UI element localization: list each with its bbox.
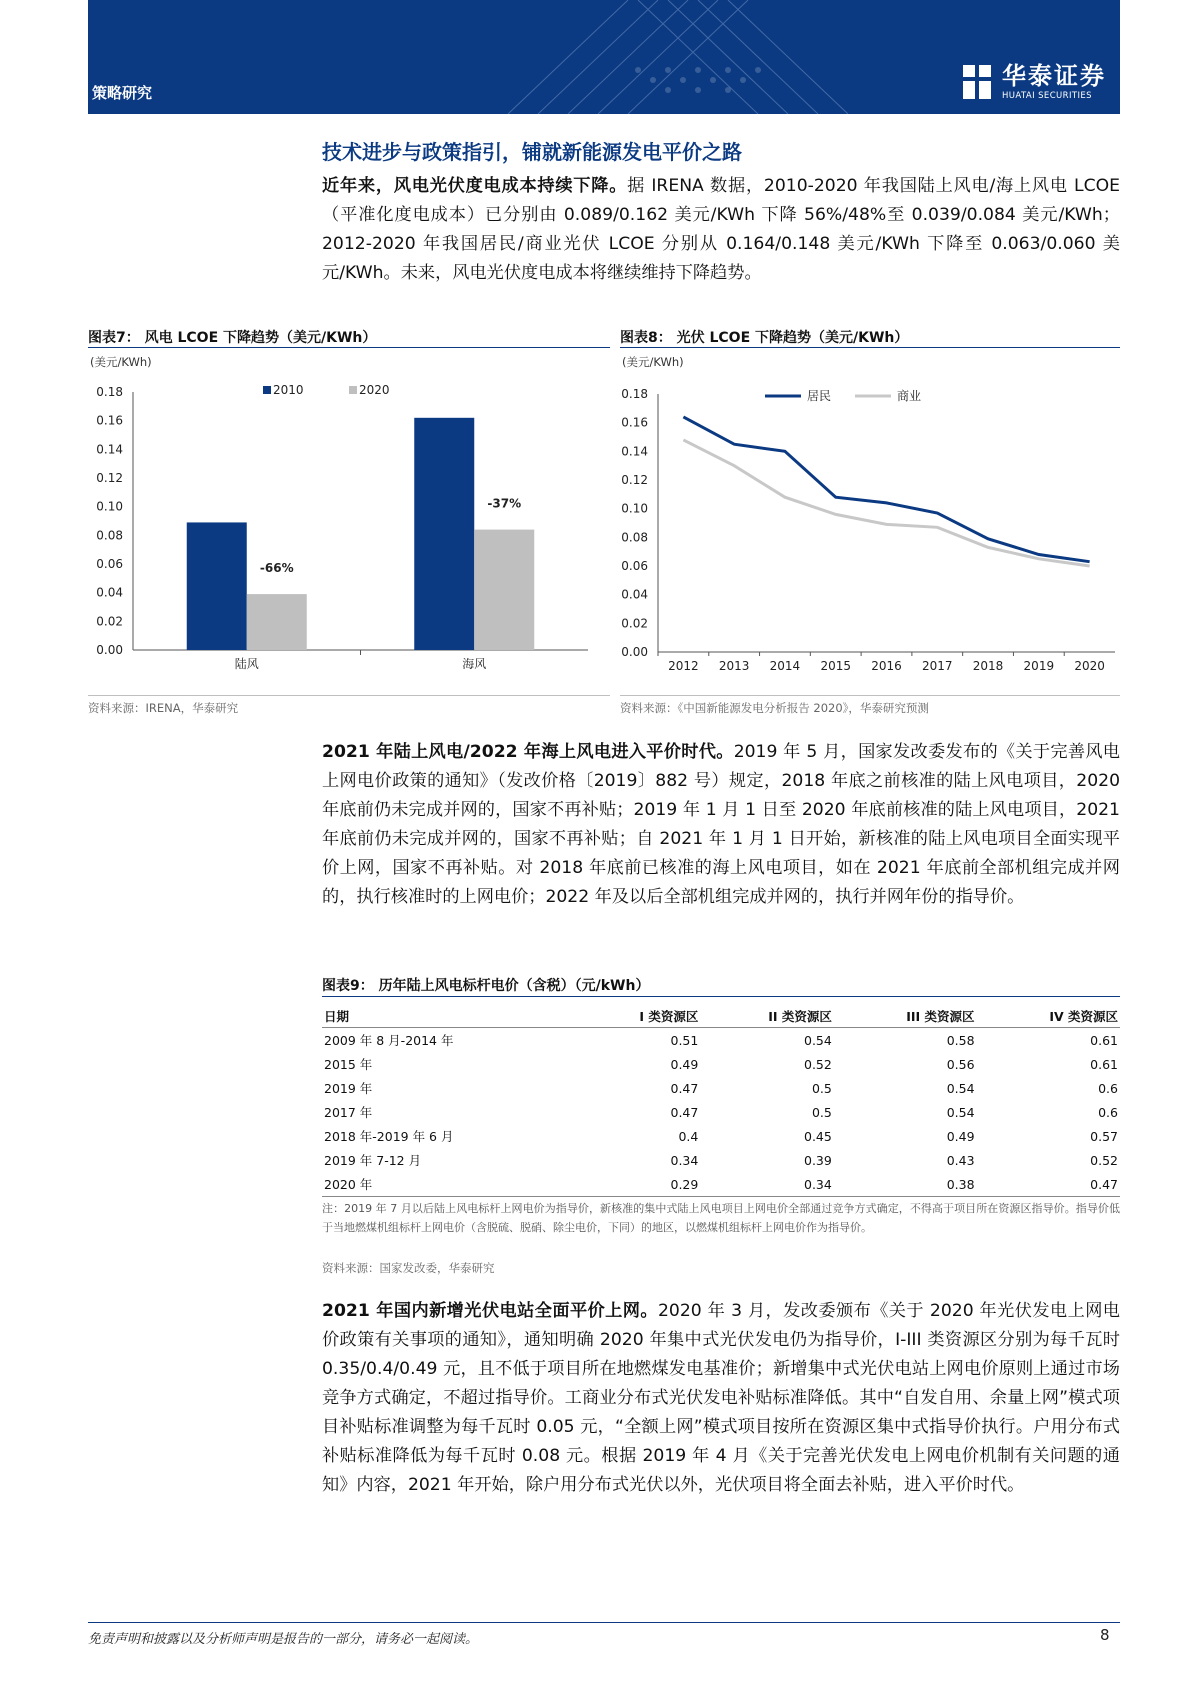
table-row bbox=[322, 1124, 1120, 1148]
col-class-3: III 类资源区 bbox=[834, 1005, 977, 1028]
fig7-ytick-label: 0.06 bbox=[96, 557, 123, 571]
fig7-bar-2010-海风 bbox=[414, 418, 474, 650]
fig8-xtick-label: 2019 bbox=[1023, 659, 1055, 673]
paragraph-1-body: 据 IRENA 数据，2010-2020 年我国陆上风电/海上风电 LCOE（平准化度电成本）已分别由 0.089/0.162 美元/KWh 下降 56%/48%至 0.039/0.084 美元/KWh；2012-2020 年我国居民/商业光伏 LCOE 分别从 0.164/0.148 美元/KWh 下降至 0.063/0.060 美元/KWh。未来，风电光伏度电成本将继续维持下降趋势。 bbox=[322, 176, 1120, 283]
cell: 0.43 bbox=[946, 1152, 975, 1168]
fig8-xtick-label: 2015 bbox=[820, 659, 851, 673]
cell: 2009 年 8 月-2014 年 bbox=[324, 1033, 454, 1048]
fig7-ytick-label: 0.14 bbox=[96, 442, 123, 457]
fig7-title: 图表7： 风电 LCOE 下降趋势（美元/KWh） bbox=[88, 330, 377, 346]
fig8-legend-label: 居民 bbox=[807, 389, 832, 403]
fig8-ytick-label: 0.12 bbox=[621, 473, 648, 487]
fig8-ytick-label: 0.10 bbox=[621, 501, 648, 516]
cell: 0.51 bbox=[670, 1032, 699, 1048]
paragraph-2-lead: 2021 年陆上风电/2022 年海上风电进入平价时代。 bbox=[322, 742, 734, 762]
fig8-ytick-label: 0.08 bbox=[621, 530, 648, 545]
cell: 0.45 bbox=[804, 1128, 832, 1144]
logo-text-cn: 华泰证券 bbox=[1002, 62, 1106, 90]
col-class-2: II 类资源区 bbox=[700, 1005, 834, 1028]
cell: 0.4 bbox=[678, 1128, 699, 1144]
cell: 2019 年 7-12 月 bbox=[324, 1153, 422, 1168]
fig9-note: 注：2019 年 7 月以后陆上风电标杆上网电价为指导价，新核准的集中式陆上风电项目上网电价全部通过竞争方式确定，不得高于项目所在资源区指导价。指导价低于当地燃煤机组标杆上网电价（含脱硫、脱硝、除尘电价，下同）的地区，以燃煤机组标杆上网电价作为指导价。 bbox=[322, 1202, 1120, 1234]
cell: 0.52 bbox=[1090, 1152, 1118, 1168]
cell: 0.52 bbox=[804, 1056, 832, 1072]
cell: 0.39 bbox=[804, 1152, 832, 1168]
fig7-source: 资料来源：IRENA，华泰研究 bbox=[88, 701, 239, 715]
fig7-legend-label: 2010 bbox=[273, 383, 304, 397]
fig9-table bbox=[322, 1005, 1120, 1197]
cell: 0.49 bbox=[670, 1056, 699, 1072]
cell: 0.47 bbox=[670, 1080, 699, 1096]
cell: 2019 年 bbox=[324, 1081, 373, 1096]
fig8-ytick-label: 0.16 bbox=[621, 415, 648, 430]
paragraph-3-body: 2020 年 3 月，发改委颁布《关于 2020 年光伏发电上网电价政策有关事项的通知》，通知明确 2020 年集中式光伏发电仍为指导价，I-III 类资源区分别为每千瓦时 0.35/0.4/0.49 元，且不低于项目所在地燃煤发电基准价；新增集中式光伏电站上网电价原则上通过市场竞争方式确定，不超过指导价。工商业分布式光伏发电补贴标准降低。其中“自发自用、余量上网”模式项目补贴标准调整为每千瓦时 0.05 元，“全额上网”模式项目按所在资源区集中式指导价执行。户用分布式补贴标准降低为每千瓦时 0.08 元。根据 2019 年 4 月《关于完善光伏发电上网电价机制有关问题的通知》内容，2021 年开始，除户用分布式光伏以外，光伏项目将全面去补贴，进入平价时代。 bbox=[322, 1301, 1120, 1495]
cell: 0.56 bbox=[946, 1056, 975, 1072]
fig8-line-chart bbox=[620, 350, 1120, 690]
cell: 0.5 bbox=[811, 1080, 832, 1096]
col-class-1: I 类资源区 bbox=[576, 1005, 700, 1028]
fig9-top-rule bbox=[322, 996, 1120, 997]
table-row bbox=[322, 1148, 1120, 1172]
fig7-legend-swatch-2010 bbox=[263, 386, 271, 394]
fig9-title: 图表9： 历年陆上风电标杆电价（含税）（元/kWh） bbox=[322, 978, 650, 994]
table-row bbox=[322, 1052, 1120, 1076]
fig8-source: 资料来源：《中国新能源发电分析报告 2020》，华泰研究预测 bbox=[620, 701, 929, 715]
fig7-bottom-rule bbox=[88, 695, 610, 696]
cell: 0.54 bbox=[946, 1080, 975, 1096]
fig7-change-annotation: -66% bbox=[259, 561, 294, 576]
brand-logo bbox=[960, 62, 1106, 102]
table-row bbox=[322, 1076, 1120, 1100]
fig8-ytick-label: 0.18 bbox=[621, 387, 648, 401]
cell: 2020 年 bbox=[322, 1172, 576, 1197]
header-banner bbox=[88, 0, 1120, 114]
cell: 0.34 bbox=[670, 1152, 699, 1168]
table-row bbox=[322, 1100, 1120, 1124]
fig8-xtick-label: 2020 bbox=[1074, 659, 1105, 673]
fig7-ytick-label: 0.04 bbox=[96, 585, 123, 600]
fig8-xtick-label: 2017 bbox=[922, 659, 953, 673]
header-pattern bbox=[468, 0, 848, 114]
cell: 0.6 bbox=[1098, 1080, 1118, 1096]
fig7-ytick-label: 0.16 bbox=[96, 413, 123, 428]
fig7-category-label: 陆风 bbox=[234, 657, 259, 671]
cell: 0.5 bbox=[811, 1104, 832, 1120]
fig7-ytick-label: 0.08 bbox=[96, 528, 123, 543]
paragraph-2 bbox=[322, 738, 1120, 912]
fig8-xtick-label: 2018 bbox=[972, 659, 1004, 673]
table-header-row bbox=[322, 1005, 1120, 1028]
footer-rule bbox=[88, 1622, 1120, 1623]
paragraph-3-lead: 2021 年国内新增光伏电站全面平价上网。 bbox=[322, 1301, 658, 1321]
fig7-bar-2020-海风 bbox=[474, 530, 534, 650]
fig7-bar-2010-陆风 bbox=[187, 522, 247, 650]
fig7-y-unit: (美元/KWh) bbox=[90, 355, 152, 369]
cell: 2018 年-2019 年 6 月 bbox=[324, 1129, 454, 1144]
fig8-top-rule bbox=[620, 347, 1120, 348]
fig8-ytick-label: 0.04 bbox=[621, 587, 648, 602]
cell: 0.57 bbox=[1090, 1128, 1118, 1144]
cell: 0.61 bbox=[1090, 1032, 1118, 1048]
cell: 0.6 bbox=[1098, 1104, 1118, 1120]
fig8-series-line-居民 bbox=[683, 417, 1089, 562]
paragraph-1 bbox=[322, 172, 1120, 288]
cell: 0.54 bbox=[946, 1104, 975, 1120]
cell: 0.61 bbox=[1090, 1056, 1118, 1072]
table-row bbox=[322, 1028, 1120, 1053]
fig8-ytick-label: 0.14 bbox=[621, 444, 648, 459]
cell: 0.54 bbox=[804, 1032, 832, 1048]
fig7-category-label: 海风 bbox=[462, 657, 487, 671]
cell: 2017 年 bbox=[324, 1105, 373, 1120]
fig7-bar-chart bbox=[88, 350, 610, 690]
fig8-xtick-label: 2014 bbox=[769, 659, 801, 673]
paragraph-3 bbox=[322, 1297, 1120, 1500]
fig8-ytick-label: 0.02 bbox=[621, 616, 648, 631]
section-label: 策略研究 bbox=[92, 84, 153, 102]
fig8-bottom-rule bbox=[620, 695, 1120, 696]
fig7-ytick-label: 0.02 bbox=[96, 614, 123, 629]
logo-text-en: HUATAI SECURITIES bbox=[1002, 91, 1092, 101]
cell: 2015 年 bbox=[324, 1057, 373, 1072]
fig9-source: 资料来源：国家发改委，华泰研究 bbox=[322, 1261, 495, 1275]
table-row bbox=[322, 1172, 1120, 1197]
cell: 0.47 bbox=[977, 1172, 1120, 1197]
cell: 0.49 bbox=[946, 1128, 975, 1144]
fig8-ytick-label: 0.00 bbox=[621, 645, 648, 659]
paragraph-1-lead: 近年来，风电光伏度电成本持续下降。 bbox=[322, 176, 628, 196]
page-number: 8 bbox=[1100, 1626, 1110, 1644]
fig8-ytick-label: 0.06 bbox=[621, 559, 648, 573]
col-class-4: IV 类资源区 bbox=[977, 1005, 1120, 1028]
cell: 0.34 bbox=[700, 1172, 834, 1197]
cell: 0.29 bbox=[576, 1172, 700, 1197]
fig8-xtick-label: 2016 bbox=[871, 659, 902, 673]
fig8-xtick-label: 2012 bbox=[668, 659, 699, 673]
fig7-top-rule bbox=[88, 347, 610, 348]
fig7-ytick-label: 0.00 bbox=[96, 643, 123, 657]
fig7-change-annotation: -37% bbox=[487, 496, 522, 511]
section-title: 技术进步与政策指引，铺就新能源发电平价之路 bbox=[322, 140, 742, 164]
fig7-legend-label: 2020 bbox=[359, 383, 390, 397]
footer-disclaimer: 免责声明和披露以及分析师声明是报告的一部分，请务必一起阅读。 bbox=[88, 1632, 479, 1647]
fig7-ytick-label: 0.18 bbox=[96, 385, 123, 399]
paragraph-2-body: 2019 年 5 月，国家发改委发布的《关于完善风电上网电价政策的通知》（发改价格〔2019〕882 号）规定，2018 年底之前核准的陆上风电项目，2020 年底前仍未完成并网的，国家不再补贴；2019 年 1 月 1 日至 2020 年底前核准的陆上风电项目，2021 年底前仍未完成并网的，国家不再补贴；自 2021 年 1 月 1 日开始，新核准的陆上风电项目全面实现平价上网，国家不再补贴。对 2018 年底前已核准的海上风电项目，如在 2021 年底前全部机组完成并网的，执行核准时的上网电价；2022 年及以后全部机组完成并网的，执行并网年份的指导价。 bbox=[322, 742, 1120, 907]
col-date: 日期 bbox=[322, 1005, 576, 1028]
fig8-y-unit: (美元/KWh) bbox=[622, 355, 684, 369]
fig7-ytick-label: 0.10 bbox=[96, 499, 123, 514]
cell: 0.38 bbox=[834, 1172, 977, 1197]
fig8-xtick-label: 2013 bbox=[718, 659, 750, 673]
huatai-logo-icon bbox=[960, 62, 994, 102]
fig8-title: 图表8： 光伏 LCOE 下降趋势（美元/KWh） bbox=[620, 330, 909, 346]
cell: 0.47 bbox=[670, 1104, 699, 1120]
fig7-legend-swatch-2020 bbox=[349, 386, 357, 394]
cell: 0.58 bbox=[946, 1032, 975, 1048]
fig7-ytick-label: 0.12 bbox=[96, 471, 123, 485]
fig7-bar-2020-陆风 bbox=[247, 594, 307, 650]
fig8-legend-label: 商业 bbox=[897, 389, 922, 403]
